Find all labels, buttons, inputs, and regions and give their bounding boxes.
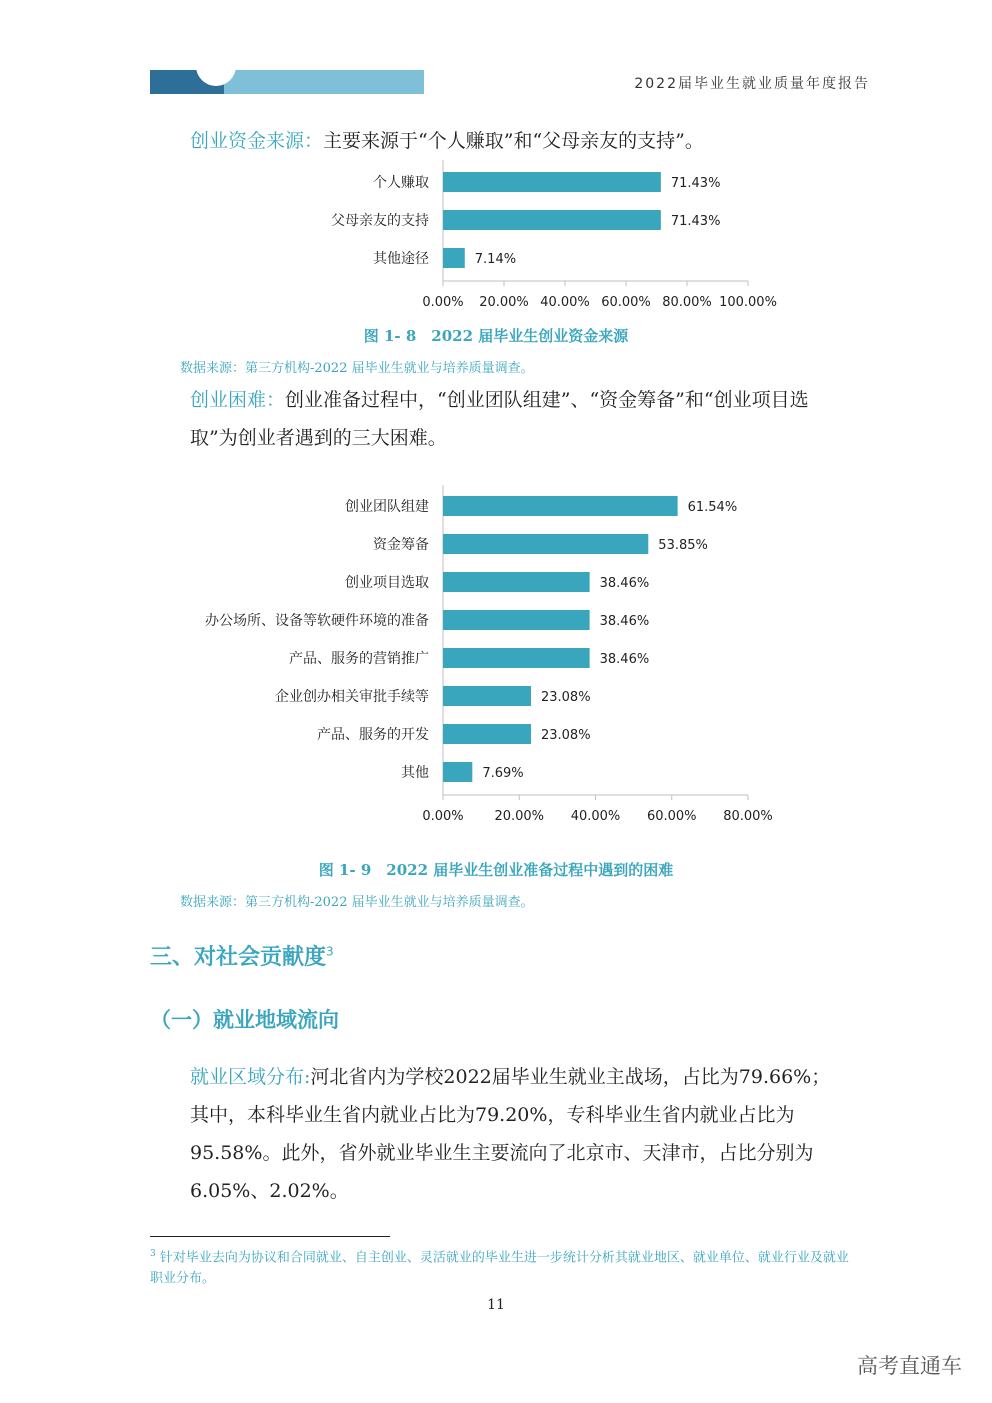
difficulty-label: 创业困难： <box>190 389 286 411</box>
x-tick-label: 40.00% <box>570 809 621 824</box>
bar <box>443 762 472 782</box>
bar <box>443 172 661 192</box>
bar <box>443 724 531 744</box>
x-tick-label: 0.00% <box>422 809 464 824</box>
data-label: 38.46% <box>599 652 650 667</box>
category-label: 创业团队组建 <box>345 499 429 515</box>
subsection-heading-1: （一）就业地域流向 <box>150 1008 339 1032</box>
data-label: 23.08% <box>540 690 591 705</box>
data-label: 7.14% <box>474 252 517 267</box>
bar <box>443 686 531 706</box>
x-tick-label: 40.00% <box>540 295 590 310</box>
data-source-2: 数据来源：第三方机构-2022 届毕业生就业与培养质量调查。 <box>180 895 534 910</box>
difficulty-text: 创业准备过程中，“创业团队组建”、“资金筹备”和“创业项目选取”为创业者遇到的三大困难。 <box>190 389 809 449</box>
footnote-divider <box>150 1236 390 1237</box>
category-label: 创业项目选取 <box>345 575 429 591</box>
category-label: 个人赚取 <box>373 175 429 191</box>
region-label: 就业区域分布: <box>190 1066 311 1088</box>
section-heading-3-footnote-ref: 3 <box>326 944 334 959</box>
data-source-1: 数据来源：第三方机构-2022 届毕业生就业与培养质量调查。 <box>180 361 534 376</box>
category-label: 资金筹备 <box>373 537 429 553</box>
header-bar-light <box>224 70 424 94</box>
page-number: 11 <box>487 1297 505 1313</box>
bar <box>443 210 661 230</box>
x-tick-label: 80.00% <box>723 809 773 824</box>
data-label: 71.43% <box>670 214 721 229</box>
difficulty-paragraph <box>150 381 842 457</box>
watermark: 高考直通车 <box>857 1354 962 1378</box>
footnote-marker: 3 <box>150 1249 156 1259</box>
data-label: 7.69% <box>482 766 524 781</box>
header-title: 2022届毕业生就业质量年度报告 <box>634 76 870 92</box>
funding-source-chart-svg <box>150 160 842 320</box>
bar <box>443 534 648 554</box>
bar <box>443 248 465 268</box>
category-label: 产品、服务的开发 <box>317 727 429 743</box>
region-text: 河北省内为学校2022届毕业生就业主战场，占比为79.66%；其中，本科毕业生省内就业占比为79.20%，专科毕业生省内就业占比为95.58%。此外，省外就业毕业生主要流向了北京市、天津市，占比分别为6.05%、2.02%。 <box>190 1066 831 1202</box>
data-label: 38.46% <box>599 614 650 629</box>
x-tick-label: 20.00% <box>494 809 545 824</box>
x-tick-label: 80.00% <box>662 295 712 310</box>
data-label: 61.54% <box>687 500 738 515</box>
x-tick-label: 100.00% <box>719 295 777 310</box>
x-tick-label: 60.00% <box>646 809 697 824</box>
data-label: 53.85% <box>658 538 708 553</box>
bar <box>443 572 590 592</box>
section-heading-3-text: 三、对社会贡献度 <box>150 945 327 970</box>
category-label: 其他 <box>401 765 429 781</box>
bar <box>443 648 590 668</box>
bar <box>443 610 590 630</box>
data-label: 23.08% <box>540 728 591 743</box>
funding-source-chart <box>150 160 842 320</box>
x-tick-label: 20.00% <box>479 295 529 310</box>
funding-text: 主要来源于“个人赚取”和“父母亲友的支持”。 <box>323 130 704 152</box>
funding-label: 创业资金来源： <box>190 130 324 152</box>
x-tick-label: 60.00% <box>601 295 651 310</box>
category-label: 其他途径 <box>373 251 429 267</box>
category-label: 办公场所、设备等软硬件环境的准备 <box>205 613 429 629</box>
x-tick-label: 0.00% <box>422 295 464 310</box>
category-label: 企业创办相关审批手续等 <box>275 689 429 705</box>
difficulty-chart-svg <box>150 485 842 825</box>
difficulty-chart <box>150 485 842 825</box>
funding-paragraph <box>150 122 842 160</box>
region-paragraph <box>150 1058 842 1210</box>
figure-caption-1-8: 图 1- 8 2022 届毕业生创业资金来源 <box>363 327 629 345</box>
figure-caption-1-9: 图 1- 9 2022 届毕业生创业准备过程中遇到的困难 <box>318 861 674 879</box>
footnote <box>150 1244 850 1289</box>
bar <box>443 496 678 516</box>
section-heading-3 <box>150 940 334 971</box>
category-label: 产品、服务的营销推广 <box>289 651 429 667</box>
data-label: 38.46% <box>599 576 650 591</box>
category-label: 父母亲友的支持 <box>331 213 429 229</box>
data-label: 71.43% <box>670 176 721 191</box>
footnote-text: 针对毕业去向为协议和合同就业、自主创业、灵活就业的毕业生进一步统计分析其就业地区、就业单位、就业行业及就业职业分布。 <box>150 1250 849 1287</box>
